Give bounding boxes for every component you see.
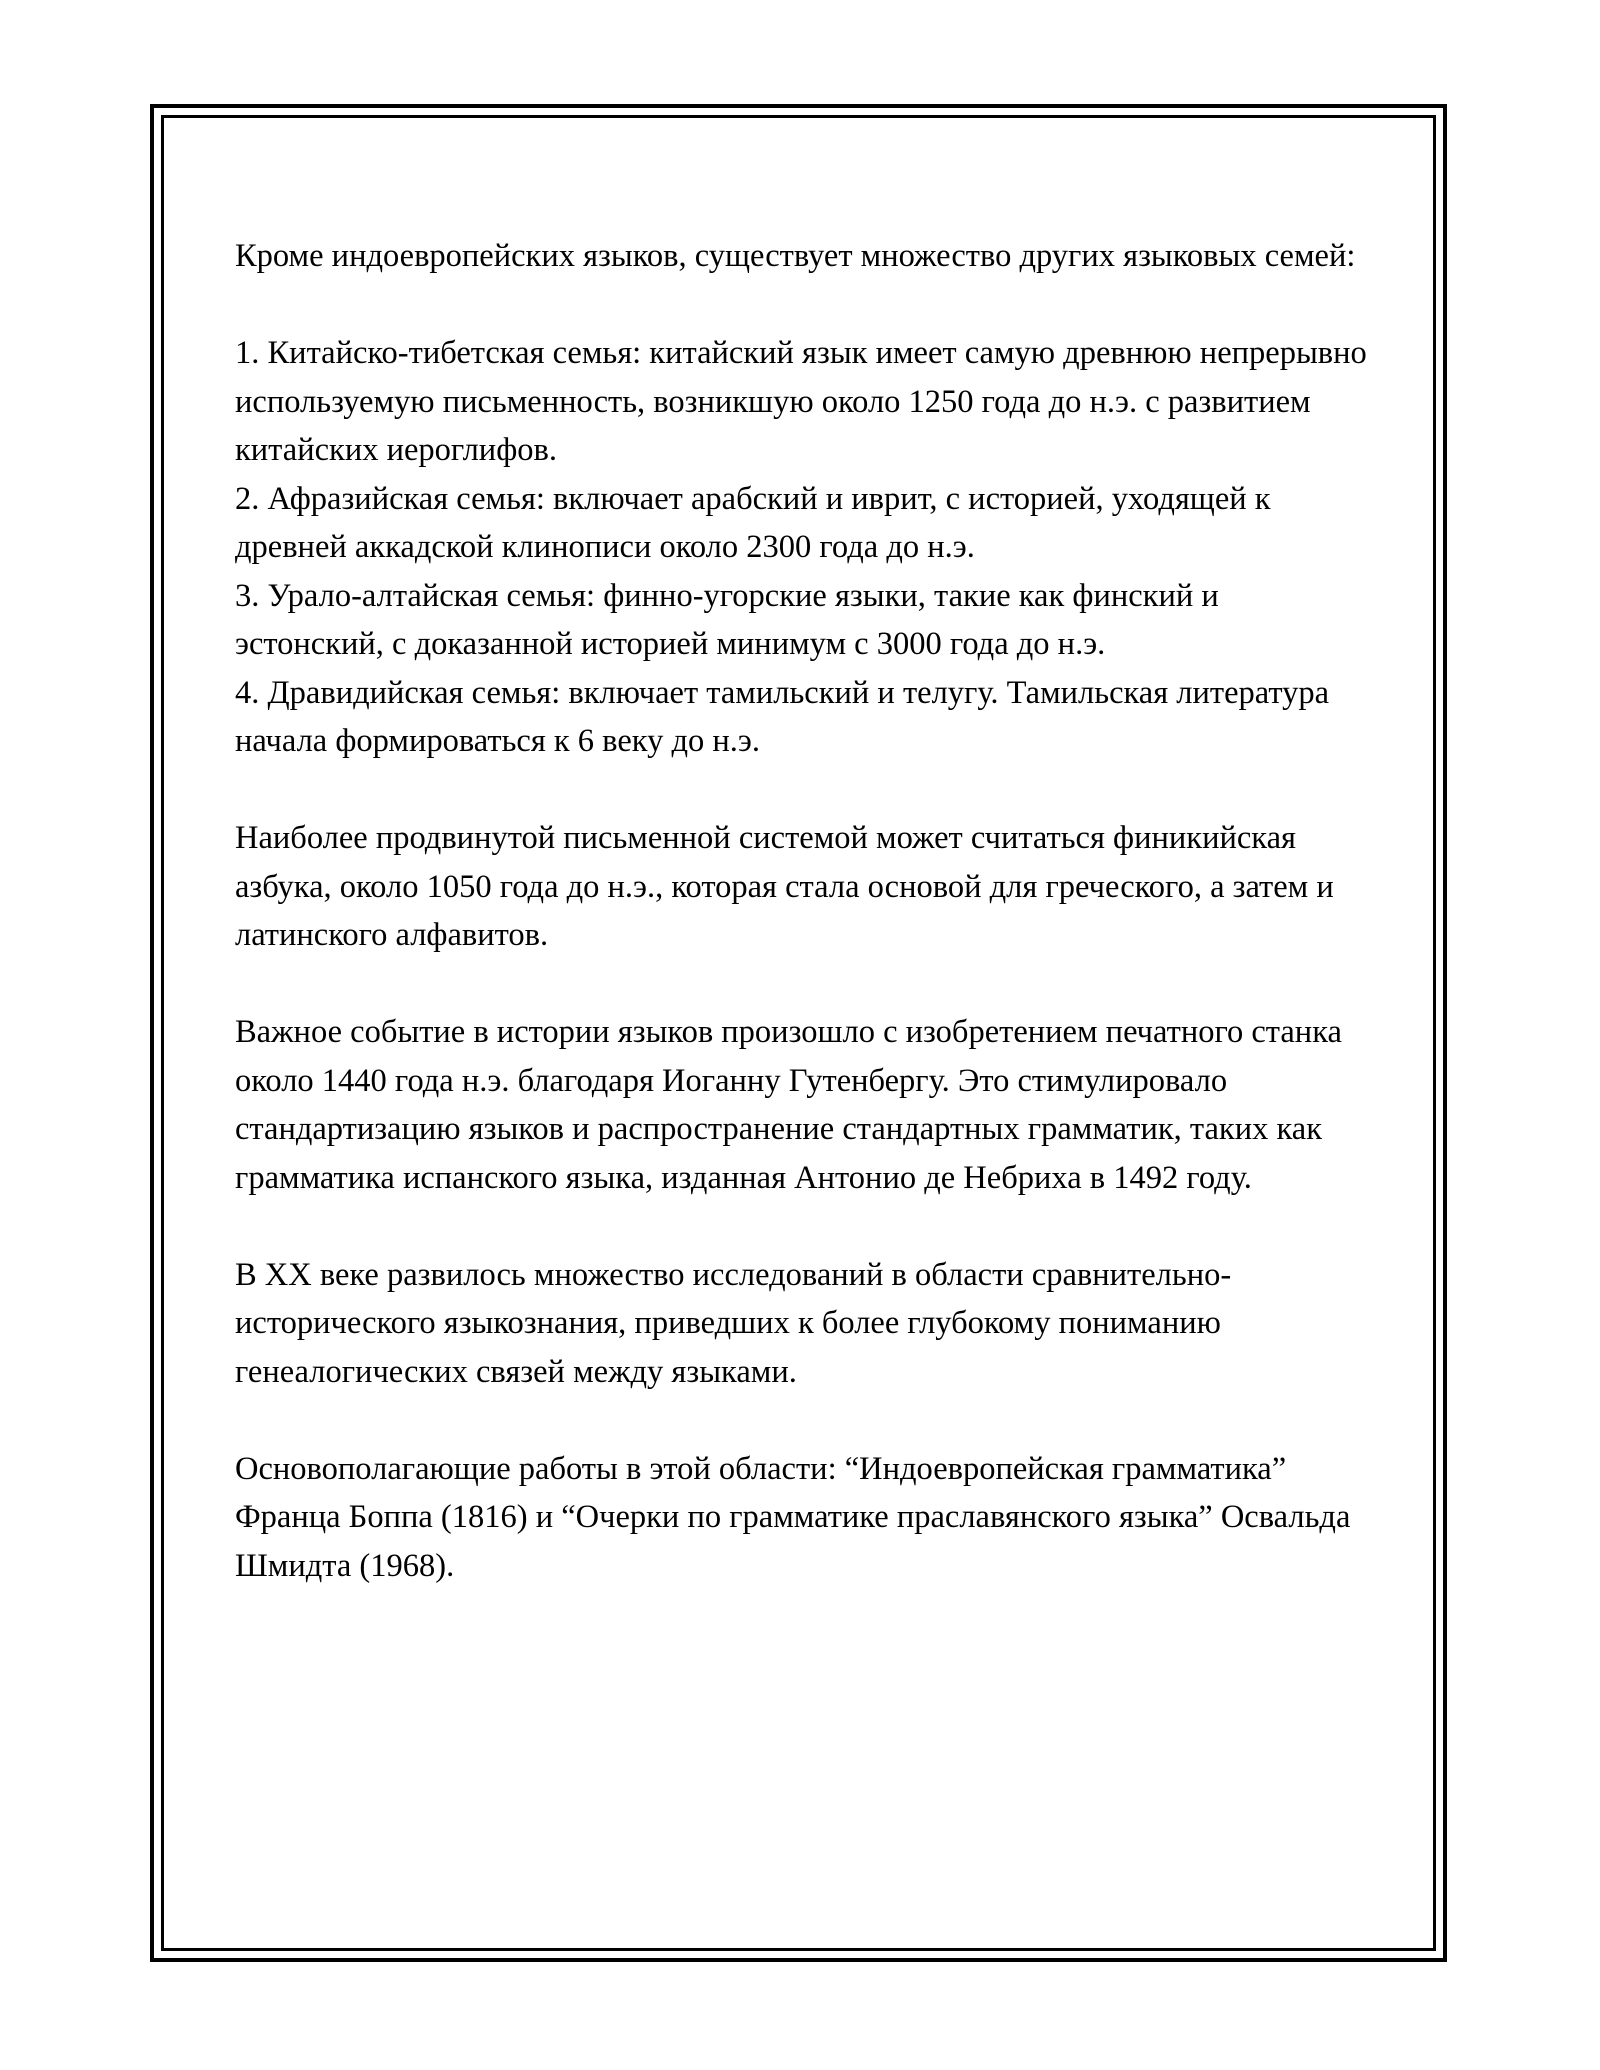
twentieth-century-paragraph: В XX веке развилось множество исследований в области сравнительно-исторического языкознания, приведших к более глубокому пониманию генеалогических связей между языками. [235,1256,1232,1390]
printing-paragraph: Важное событие в истории языков произошло с изобретением печатного станка около 1440 года н.э. благодаря Иоганну Гутенбергу. Это стимулировало стандартизацию языков и распространение стандартных грамматик, таких как грамматика испанского языка, изданная Антонио де Небриха в 1492 году. [235,1014,1342,1196]
phoenician-paragraph: Наиболее продвинутой письменной системой может считаться финикийская азбука, около 1050 года до н.э., которая стала основой для греческого, а затем и латинского алфавитов. [235,820,1334,953]
foundational-works-paragraph: Основополагающие работы в этой области: “Индоевропейская грамматика” Франца Боппа (1816) и “Очерки по грамматике праславянского языка” Освальда Шмидта (1968). [235,1450,1351,1584]
list-item-afroasiatic: 2. Афразийская семья: включает арабский и иврит, с историей, уходящей к древней аккадской клинописи около 2300 года до н.э. [235,480,1271,565]
list-item-dravidian: 4. Дравидийская семья: включает тамильский и телугу. Тамильская литература начала формироваться к 6 веку до н.э. [235,674,1330,759]
list-item-sino-tibetan: 1. Китайско-тибетская семья: китайский язык имеет самую древнюю непрерывно используемую письменность, возникшую около 1250 года до н.э. с развитием китайских иероглифов. [235,335,1367,468]
list-item-ural-altaic: 3. Урало-алтайская семья: финно-угорские языки, такие как финский и эстонский, с доказанной историей минимум с 3000 года до н.э. [235,577,1219,662]
intro-paragraph: Кроме индоевропейских языков, существует множество других языковых семей: [235,238,1356,274]
language-families-list [235,329,1375,766]
document-body [235,232,1375,1639]
